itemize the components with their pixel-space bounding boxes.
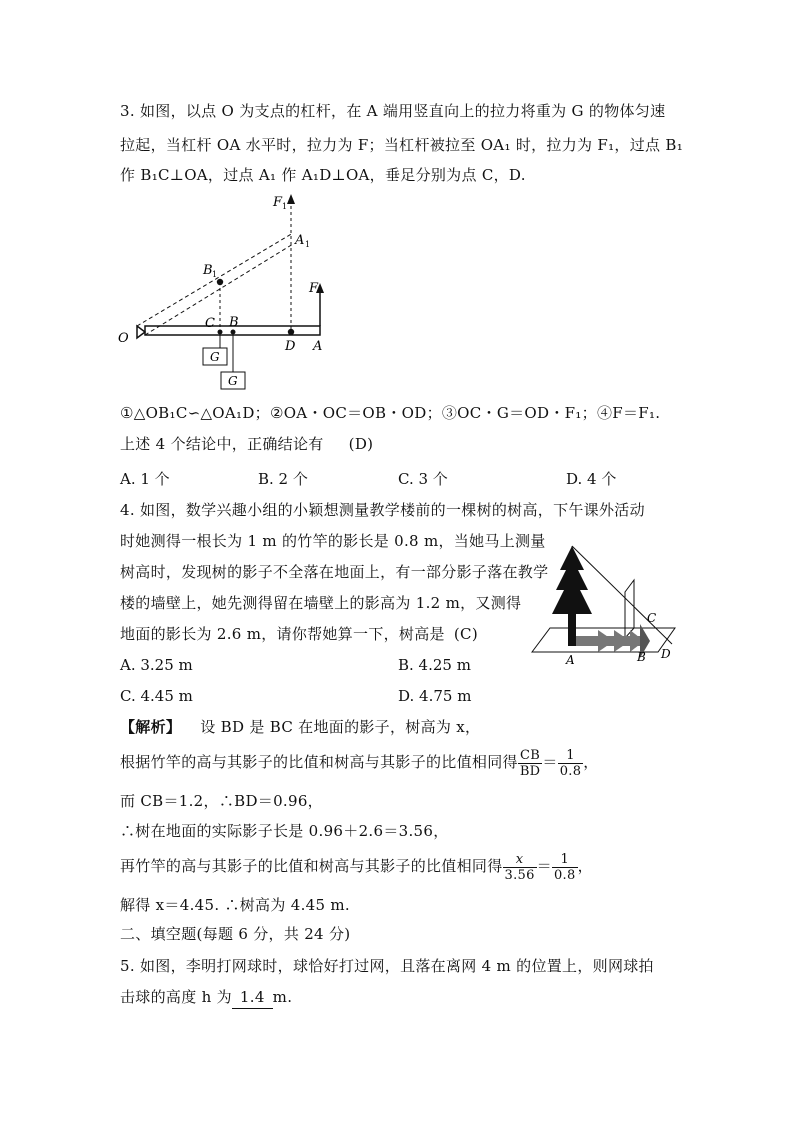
solution-s2: 根据竹竿的高与其影子的比值和树高与其影子的比值相同得 (120, 753, 518, 771)
solution-s1: 设 BD 是 BC 在地面的影子，树高为 x， (200, 718, 481, 736)
q4-option-b: B. 4.25 m (398, 656, 471, 674)
solution-s4: ∴树在地面的实际影子长是 0.96＋2.6＝3.56， (120, 822, 449, 840)
solution-line-1 (120, 716, 480, 738)
q4-line-3: 树高时，发现树的影子不全落在地面上，有一部分影子落在教学 (120, 563, 549, 581)
label-B: B (637, 650, 646, 664)
label-F1-sub: 1 (282, 202, 288, 211)
q5-line-2-pre: 击球的高度 h 为 (120, 988, 232, 1006)
label-A1-sub: 1 (305, 240, 311, 249)
fraction-1-0.8-b: $\frac{1}{0.8}$ (553, 851, 576, 883)
section2-title: 二、填空题(每题 6 分，共 24 分) (120, 925, 351, 943)
q3-conclusions: ①△OB₁C∽△OA₁D；②OA・OC＝OB・OD；③OC・G＝OD・F₁；④F＝F₁. (120, 404, 661, 422)
q4-option-a: A. 3.25 m (120, 656, 193, 674)
q4-line-2: 时她测得一根长为 1 m 的竹竿的影长是 0.8 m，当她马上测量 (120, 532, 546, 550)
q5-line-1: 5. 如图，李明打网球时，球恰好打过网，且落在离网 4 m 的位置上，则网球拍 (120, 957, 654, 975)
q5-line-2-post: m. (272, 988, 293, 1006)
label-C: C (647, 611, 657, 625)
q4-line-5 (120, 623, 478, 645)
pivot-O (137, 326, 145, 338)
q4-option-c: C. 4.45 m (120, 687, 193, 705)
label-A1: A (295, 233, 305, 248)
label-C: C (205, 316, 215, 331)
label-D: D (285, 339, 296, 354)
q3-question-text: 上述 4 个结论中，正确结论有 (120, 435, 324, 453)
q4-answer: (C) (453, 625, 478, 643)
fraction-1-0.8: $\frac{1}{0.8}$ (559, 747, 582, 779)
solution-s3: 而 CB＝1.2，∴BD＝0.96， (120, 792, 323, 810)
arrow-F1 (287, 194, 295, 204)
q3-answer: (D) (348, 435, 374, 453)
label-G2: G (228, 374, 238, 388)
q4-line-1: 4. 如图，数学兴趣小组的小颖想测量教学楼前的一棵树的树高，下午课外活动 (120, 501, 645, 519)
q4-line-5-text: 地面的影长为 2.6 m，请你帮她算一下，树高是 (120, 625, 445, 643)
label-B1-sub: 1 (212, 270, 218, 279)
q5-answer-blank: 1.4 (232, 986, 273, 1009)
fraction-cb-bd: $\frac{CB}{BD}$ (519, 747, 541, 779)
solution-line-2: 根据竹竿的高与其影子的比值和树高与其影子的比值相同得 $\frac{CB}{BD}$ ＝ $\frac{1}{0.8}$ ， (120, 747, 599, 779)
q3-line-3: 作 B₁C⊥OA，过点 A₁ 作 A₁D⊥OA，垂足分别为点 C，D. (120, 166, 526, 184)
label-A: A (566, 653, 575, 667)
label-O: O (118, 331, 129, 346)
solution-s6: 解得 x＝4.45. ∴树高为 4.45 m. (120, 896, 350, 914)
q3-option-b: B. 2 个 (258, 470, 308, 488)
tree-shadow-figure (530, 540, 680, 670)
lever-figure (115, 188, 345, 398)
q3-option-c: C. 3 个 (398, 470, 448, 488)
q3-option-d: D. 4 个 (566, 470, 617, 488)
q3-question (120, 433, 373, 455)
label-D: D (661, 647, 671, 661)
label-F: F (309, 281, 319, 296)
q5-line-2 (120, 986, 292, 1009)
q3-line-1: 3. 如图，以点 O 为支点的杠杆，在 A 端用竖直向上的拉力将重为 G 的物体匀速 (120, 102, 666, 120)
q3-line-2: 拉起，当杠杆 OA 水平时，拉力为 F；当杠杆被拉至 OA₁ 时，拉力为 F₁，过点 B₁ (120, 136, 684, 154)
q4-line-4: 楼的墙壁上，她先测得留在墙壁上的影高为 1.2 m，又测得 (120, 594, 522, 612)
solution-s5: 再竹竿的高与其影子的比值和树高与其影子的比值相同得 (120, 857, 503, 875)
q3-option-a: A. 1 个 (120, 470, 170, 488)
label-G1: G (210, 350, 220, 364)
label-F1: F (273, 195, 283, 210)
label-B: B (229, 315, 239, 330)
label-A: A (313, 339, 323, 354)
q4-option-d: D. 4.75 m (398, 687, 472, 705)
tree-crown (552, 546, 592, 614)
solution-tag: 【解析】 (120, 718, 182, 736)
label-B1: B (203, 263, 213, 278)
solution-line-5: 再竹竿的高与其影子的比值和树高与其影子的比值相同得 $\frac{x}{3.56}$ ＝ $\frac{1}{0.8}$ ， (120, 851, 593, 883)
fraction-x-3.56: $\frac{x}{3.56}$ (504, 851, 535, 883)
